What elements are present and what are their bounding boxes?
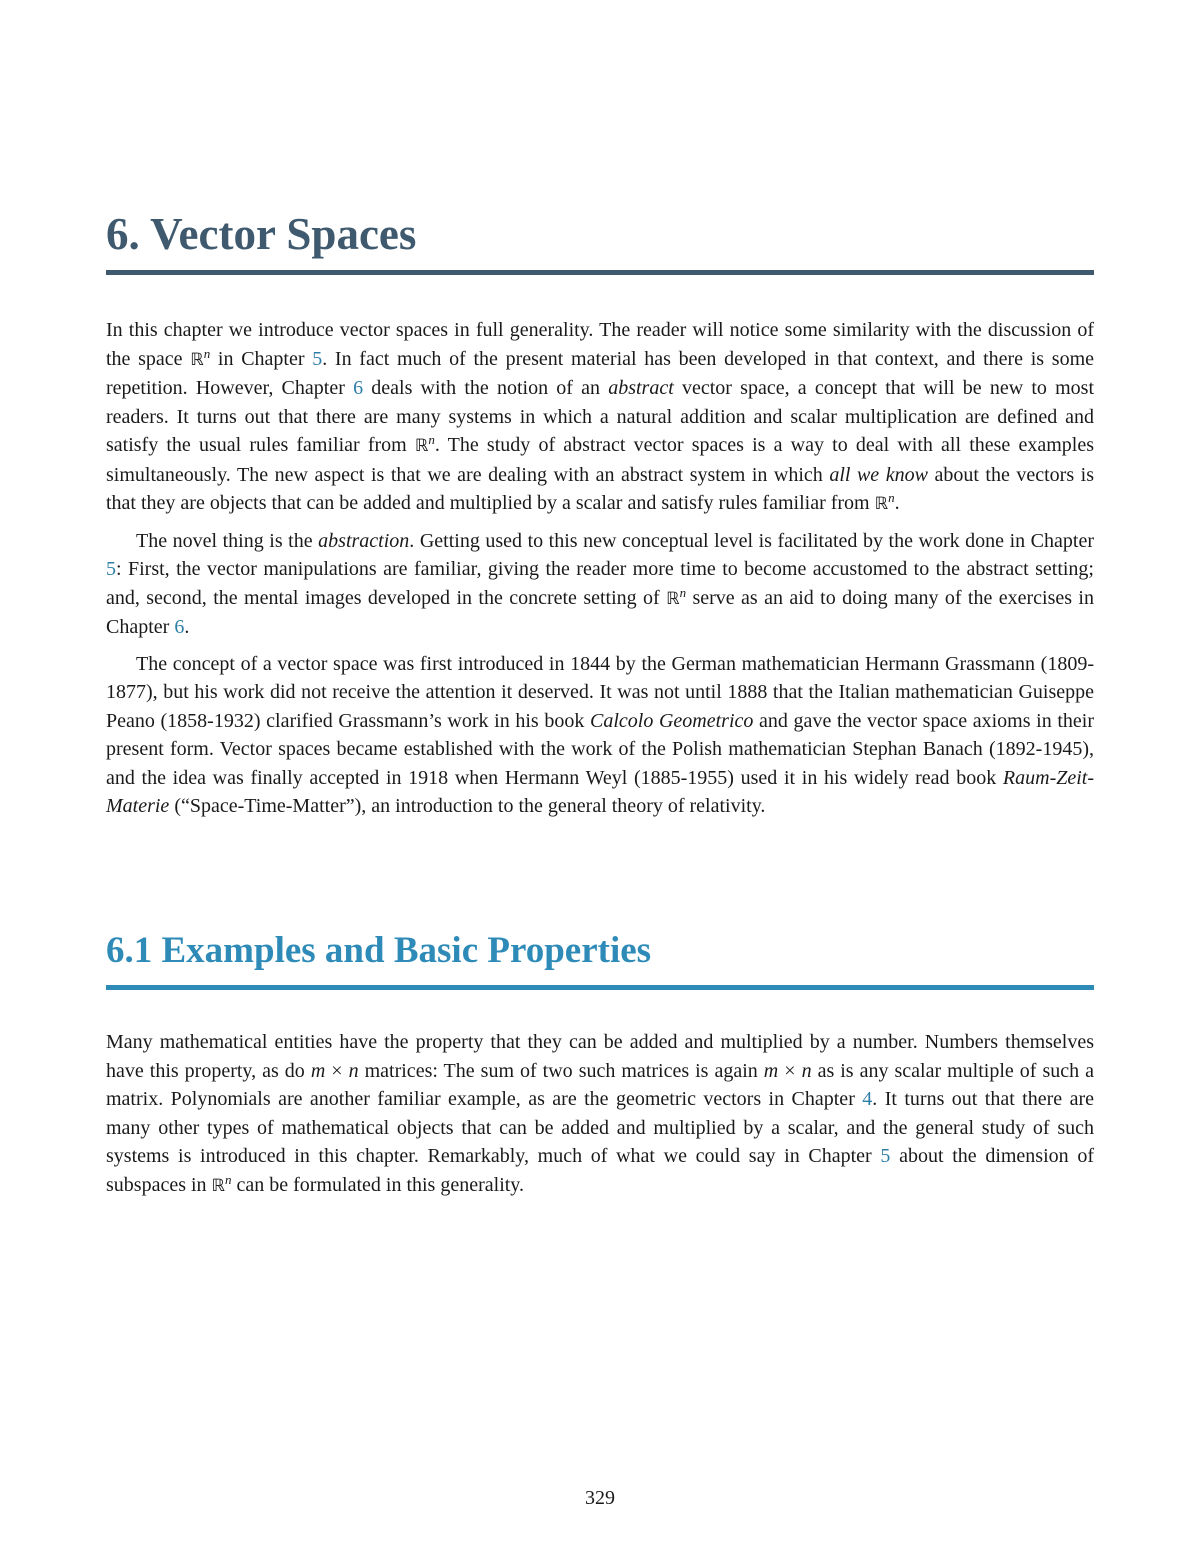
section-paragraph-1: [106, 1028, 1094, 1200]
superscript-n: n: [679, 584, 687, 600]
text-run: and gave the vector space axioms in their present form. Vector spaces became established with the work of the Polish mathematician Stephan Banach (1892-1945), and the idea was finally accepted in 1918 when Hermann Weyl (1885-1955) used it in his widely read book: [106, 709, 1094, 789]
emphasis-calcolo-geometrico: Calcolo Geometrico: [589, 709, 754, 732]
section-title-rule: [106, 985, 1094, 990]
math-times: ×: [778, 1059, 802, 1082]
emphasis-abstraction: abstraction: [318, 529, 410, 552]
text-run: vector space, a concept that will be new to most readers. It turns out that there are many systems in which a natural addition and scalar multiplication are defined and satisfy the usual rules familiar from: [106, 377, 1095, 456]
chapter-6-link[interactable]: 6: [174, 616, 185, 638]
text-run: .: [184, 616, 190, 638]
emphasis-abstract: abstract: [608, 377, 674, 399]
text-run: can be formulated in this generality.: [231, 1173, 525, 1196]
text-run: Many mathematical entities have the property that they can be added and multiplied by a number. Numbers themselves have this property, as do: [106, 1031, 1094, 1082]
superscript-n: n: [225, 1171, 232, 1187]
text-run: The novel thing is the: [136, 529, 319, 552]
math-n: n: [348, 1059, 359, 1082]
math-times: ×: [325, 1059, 349, 1082]
chapter-5-link[interactable]: 5: [880, 1145, 891, 1167]
text-run: In this chapter we introduce vector spaces in full generality. The reader will notice some similarity with the discussion of the space: [106, 319, 1094, 370]
text-run: serve as an aid to doing many of the exercises in Chapter: [106, 586, 1094, 638]
emphasis-all-we-know: all we know: [829, 463, 928, 486]
text-run: matrices: The sum of two such matrices is again: [358, 1059, 764, 1082]
reals-symbol: ℝ: [211, 1175, 226, 1196]
text-run: in Chapter: [210, 347, 313, 370]
text-run: . It turns out that there are many other types of mathematical objects that can be added and multiplied by a scalar, and the general study of such systems is introduced in this chapter. Remarkably, much of what we could say in Chapter: [106, 1088, 1094, 1167]
emphasis-raum-zeit-materie: Raum-Zeit-Materie: [106, 766, 1094, 817]
page-number: 329: [585, 1487, 615, 1509]
text-run: deals with the notion of an: [363, 377, 609, 399]
intro-paragraph-2: [106, 527, 1094, 642]
text-run: . In fact much of the present material has been developed in that context, and there is some repetition. However, Chapter: [106, 347, 1094, 399]
reals-symbol: ℝ: [414, 436, 429, 456]
text-run: as is any scalar multiple of such a matrix. Polynomials are another familiar example, as are the geometric vectors in Chapter: [106, 1059, 1095, 1110]
chapter-title-rule: [106, 270, 1094, 275]
chapter-intro: [106, 316, 1094, 829]
chapter-4-link[interactable]: 4: [862, 1088, 873, 1110]
section-body: [106, 1028, 1094, 1208]
superscript-n: n: [203, 345, 211, 361]
intro-paragraph-1: [106, 316, 1094, 519]
text-run: .: [894, 492, 900, 514]
math-n: n: [801, 1059, 812, 1082]
text-run: : First, the vector manipulations are familiar, giving the reader more time to become accustomed to the abstract setting; and, second, the mental images developed in the concrete setting of: [106, 558, 1094, 609]
reals-symbol: ℝ: [874, 494, 889, 514]
chapter-5-link[interactable]: 5: [106, 558, 116, 580]
superscript-n: n: [428, 432, 435, 447]
text-run: about the vectors is that they are objects that can be added and multiplied by a scalar and satisfy rules familiar from: [106, 463, 1094, 514]
chapter-6-link[interactable]: 6: [353, 377, 364, 399]
math-m: m: [310, 1059, 326, 1082]
text-run: . The study of abstract vector spaces is a way to deal with all these examples simultaneously. The new aspect is that we are dealing with an abstract system in which: [106, 434, 1094, 486]
reals-symbol: ℝ: [190, 349, 204, 370]
math-m: m: [763, 1059, 779, 1082]
text-run: . Getting used to this new conceptual level is facilitated by the work done in Chapter: [409, 529, 1094, 552]
chapter-5-link[interactable]: 5: [312, 347, 323, 370]
intro-paragraph-3: [106, 650, 1094, 821]
text-run: about the dimension of subspaces in: [106, 1145, 1094, 1196]
text-run: (“Space-Time-Matter”), an introduction to the general theory of relativity.: [169, 795, 766, 817]
text-run: The concept of a vector space was first introduced in 1844 by the German mathematician Hermann Grassmann (1809-1877), but his work did not receive the attention it deserved. It was not until 1888 that the Italian mathematician Guiseppe Peano (1858-1932) clarified Grassmann’s work in his book: [106, 652, 1094, 732]
reals-symbol: ℝ: [666, 588, 680, 609]
superscript-n: n: [888, 490, 895, 505]
section-title: 6.1 Examples and Basic Properties: [106, 930, 652, 971]
chapter-title: 6. Vector Spaces: [106, 209, 417, 259]
